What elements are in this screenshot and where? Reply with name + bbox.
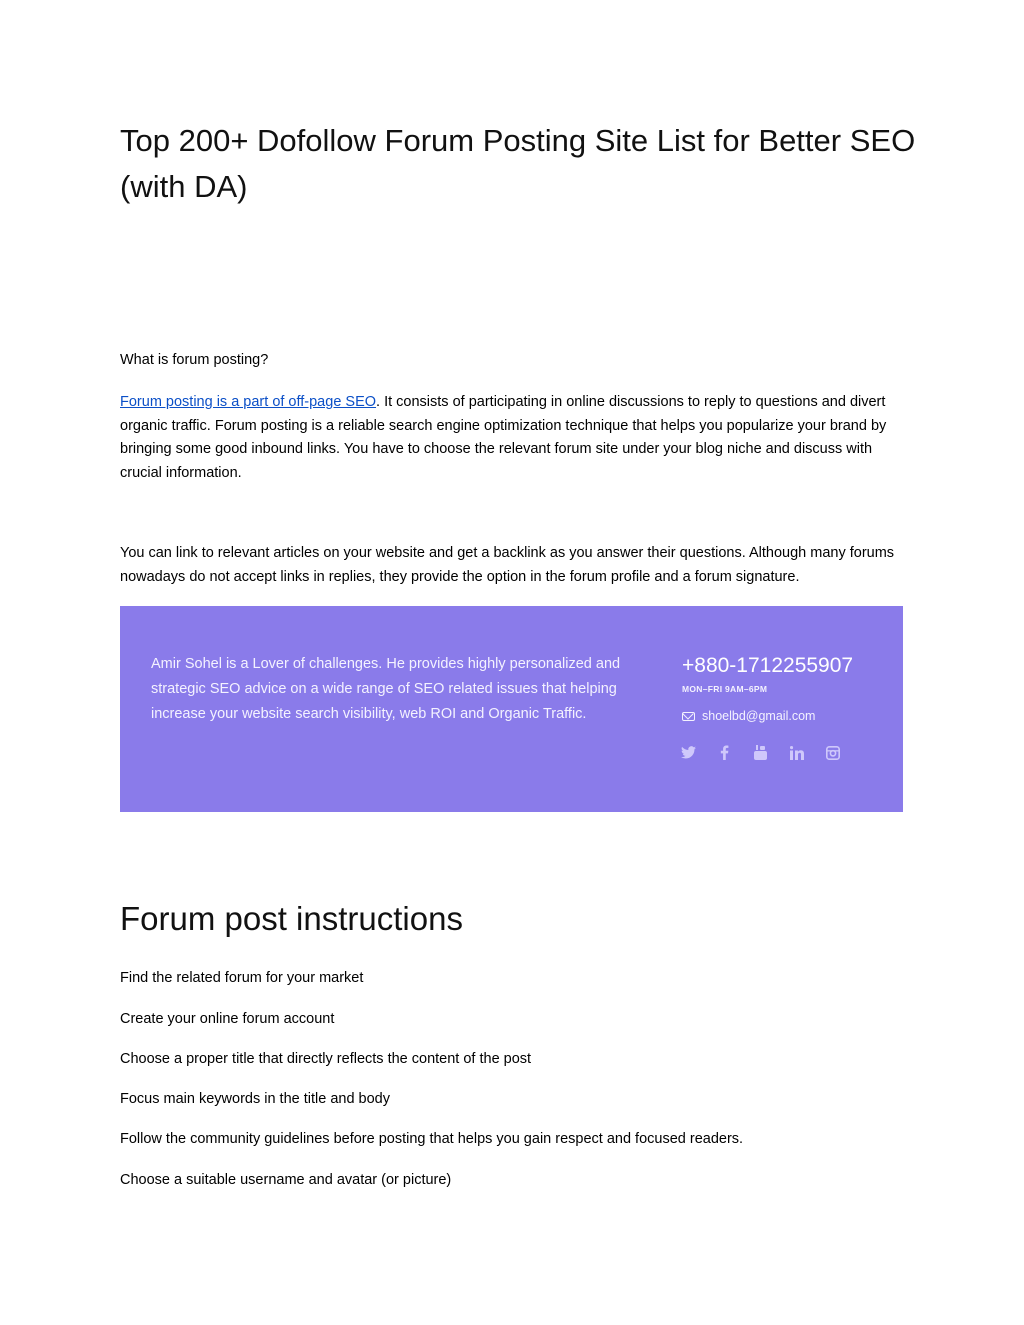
youtube-icon[interactable] <box>752 744 769 761</box>
email-row <box>682 709 815 723</box>
facebook-icon[interactable] <box>716 744 733 761</box>
social-links <box>680 744 841 761</box>
section-question: What is forum posting? <box>120 352 269 368</box>
twitter-icon[interactable] <box>680 744 697 761</box>
backlink-paragraph: You can link to relevant articles on your website and get a backlink as you answer their questions. Although many forums nowadays do not accept links in replies, they provide the option in the forum profile and a forum signature. <box>120 545 895 585</box>
intro-paragraph <box>120 391 910 485</box>
instruction-item: Find the related forum for your market <box>120 970 364 986</box>
intro-paragraph-text: . It consists of participating in online discussions to reply to questions and divert organic traffic. Forum posting is a reliable search engine optimization technique that helps you popularize your brand by bringing some good inbound links. You have to choose the relevant forum site under your blog niche and discuss with crucial information. <box>120 394 887 481</box>
instruction-item: Choose a proper title that directly reflects the content of the post <box>120 1051 532 1067</box>
contact-email: shoelbd@gmail.com <box>702 709 816 723</box>
instruction-item: Focus main keywords in the title and body <box>120 1091 390 1107</box>
instruction-item: Follow the community guidelines before posting that helps you gain respect and focused readers. <box>120 1131 744 1147</box>
page-title: Top 200+ Dofollow Forum Posting Site List for Better SEO (with DA) <box>120 123 916 204</box>
instagram-icon[interactable] <box>824 744 841 761</box>
off-page-seo-link[interactable]: Forum posting is a part of off-page SEO <box>120 394 377 410</box>
office-hours: MON–FRI 9AM–6PM <box>682 684 768 694</box>
instruction-item: Choose a suitable username and avatar (or picture) <box>120 1172 452 1188</box>
contact-phone: +880-1712255907 <box>682 654 854 677</box>
section-heading: Forum post instructions <box>120 900 463 937</box>
author-bio: Amir Sohel is a Lover of challenges. He provides highly personalized and strategic SEO advice on a wide range of SEO related issues that helping increase your website search visibility, web ROI and Organic Traffic. <box>151 656 621 722</box>
linkedin-icon[interactable] <box>788 744 805 761</box>
author-banner <box>120 606 903 812</box>
instruction-item: Create your online forum account <box>120 1011 335 1027</box>
mail-icon <box>682 712 695 721</box>
